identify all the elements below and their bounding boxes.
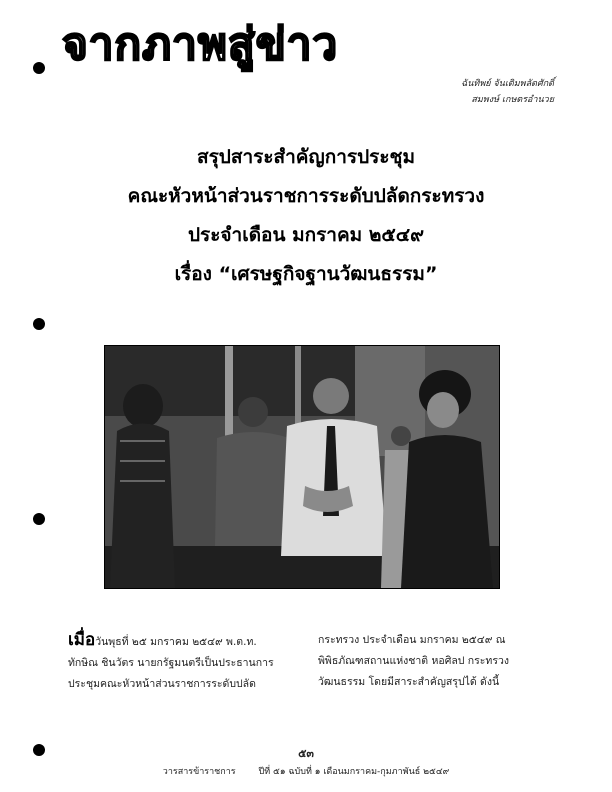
binder-hole — [33, 513, 45, 525]
body-line: เมื่อวันพุธที่ ๒๕ มกราคม ๒๕๔๙ พ.ต.ท. — [68, 630, 257, 650]
body-line: พิพิธภัณฑสถานแห่งชาติ หอศิลป กระทรวง — [318, 655, 510, 667]
issue-info: ปีที่ ๕๑ ฉบับที่ ๑ เดือนมกราคม-กุมภาพันธ์ ๒๕๔๙ — [258, 767, 450, 777]
article-body-right — [318, 630, 528, 693]
page-number: ๕๓ — [298, 747, 314, 760]
section-title: จากภาพสู่ข่าว — [62, 19, 339, 70]
news-photo-illustration — [105, 346, 499, 588]
author-name: สมพงษ์ เกษตรอำนวย — [471, 95, 554, 105]
binder-hole — [33, 62, 45, 74]
author-credits — [461, 76, 554, 108]
headline-line: สรุปสาระสำคัญการประชุม — [197, 146, 415, 168]
article-headline — [0, 138, 612, 294]
body-line: ทักษิณ ชินวัตร นายกรัฐมนตรีเป็นประธานการ — [68, 657, 274, 669]
news-photo — [104, 345, 500, 589]
drop-cap: เมื่อ — [68, 630, 96, 650]
article-body-left — [68, 630, 278, 695]
body-line: วัฒนธรรม โดยมีสาระสำคัญสรุปได้ ดังนี้ — [318, 676, 500, 688]
headline-line: ประจำเดือน มกราคม ๒๕๔๙ — [187, 224, 425, 246]
body-line: ประชุมคณะหัวหน้าส่วนราชการระดับปลัด — [68, 678, 256, 690]
headline-line: คณะหัวหน้าส่วนราชการระดับปลัดกระทรวง — [127, 185, 485, 207]
binder-hole — [33, 318, 45, 330]
page-footer — [0, 744, 612, 778]
body-line: กระทรวง ประจำเดือน มกราคม ๒๕๔๙ ณ — [318, 634, 506, 646]
author-name: ฉันทิพย์ จันเติมพลัดศักดิ์ — [461, 79, 554, 89]
headline-line: เรื่อง “เศรษฐกิจฐานวัฒนธรรม” — [174, 263, 438, 285]
journal-name: วารสารข้าราชการ — [162, 767, 236, 777]
